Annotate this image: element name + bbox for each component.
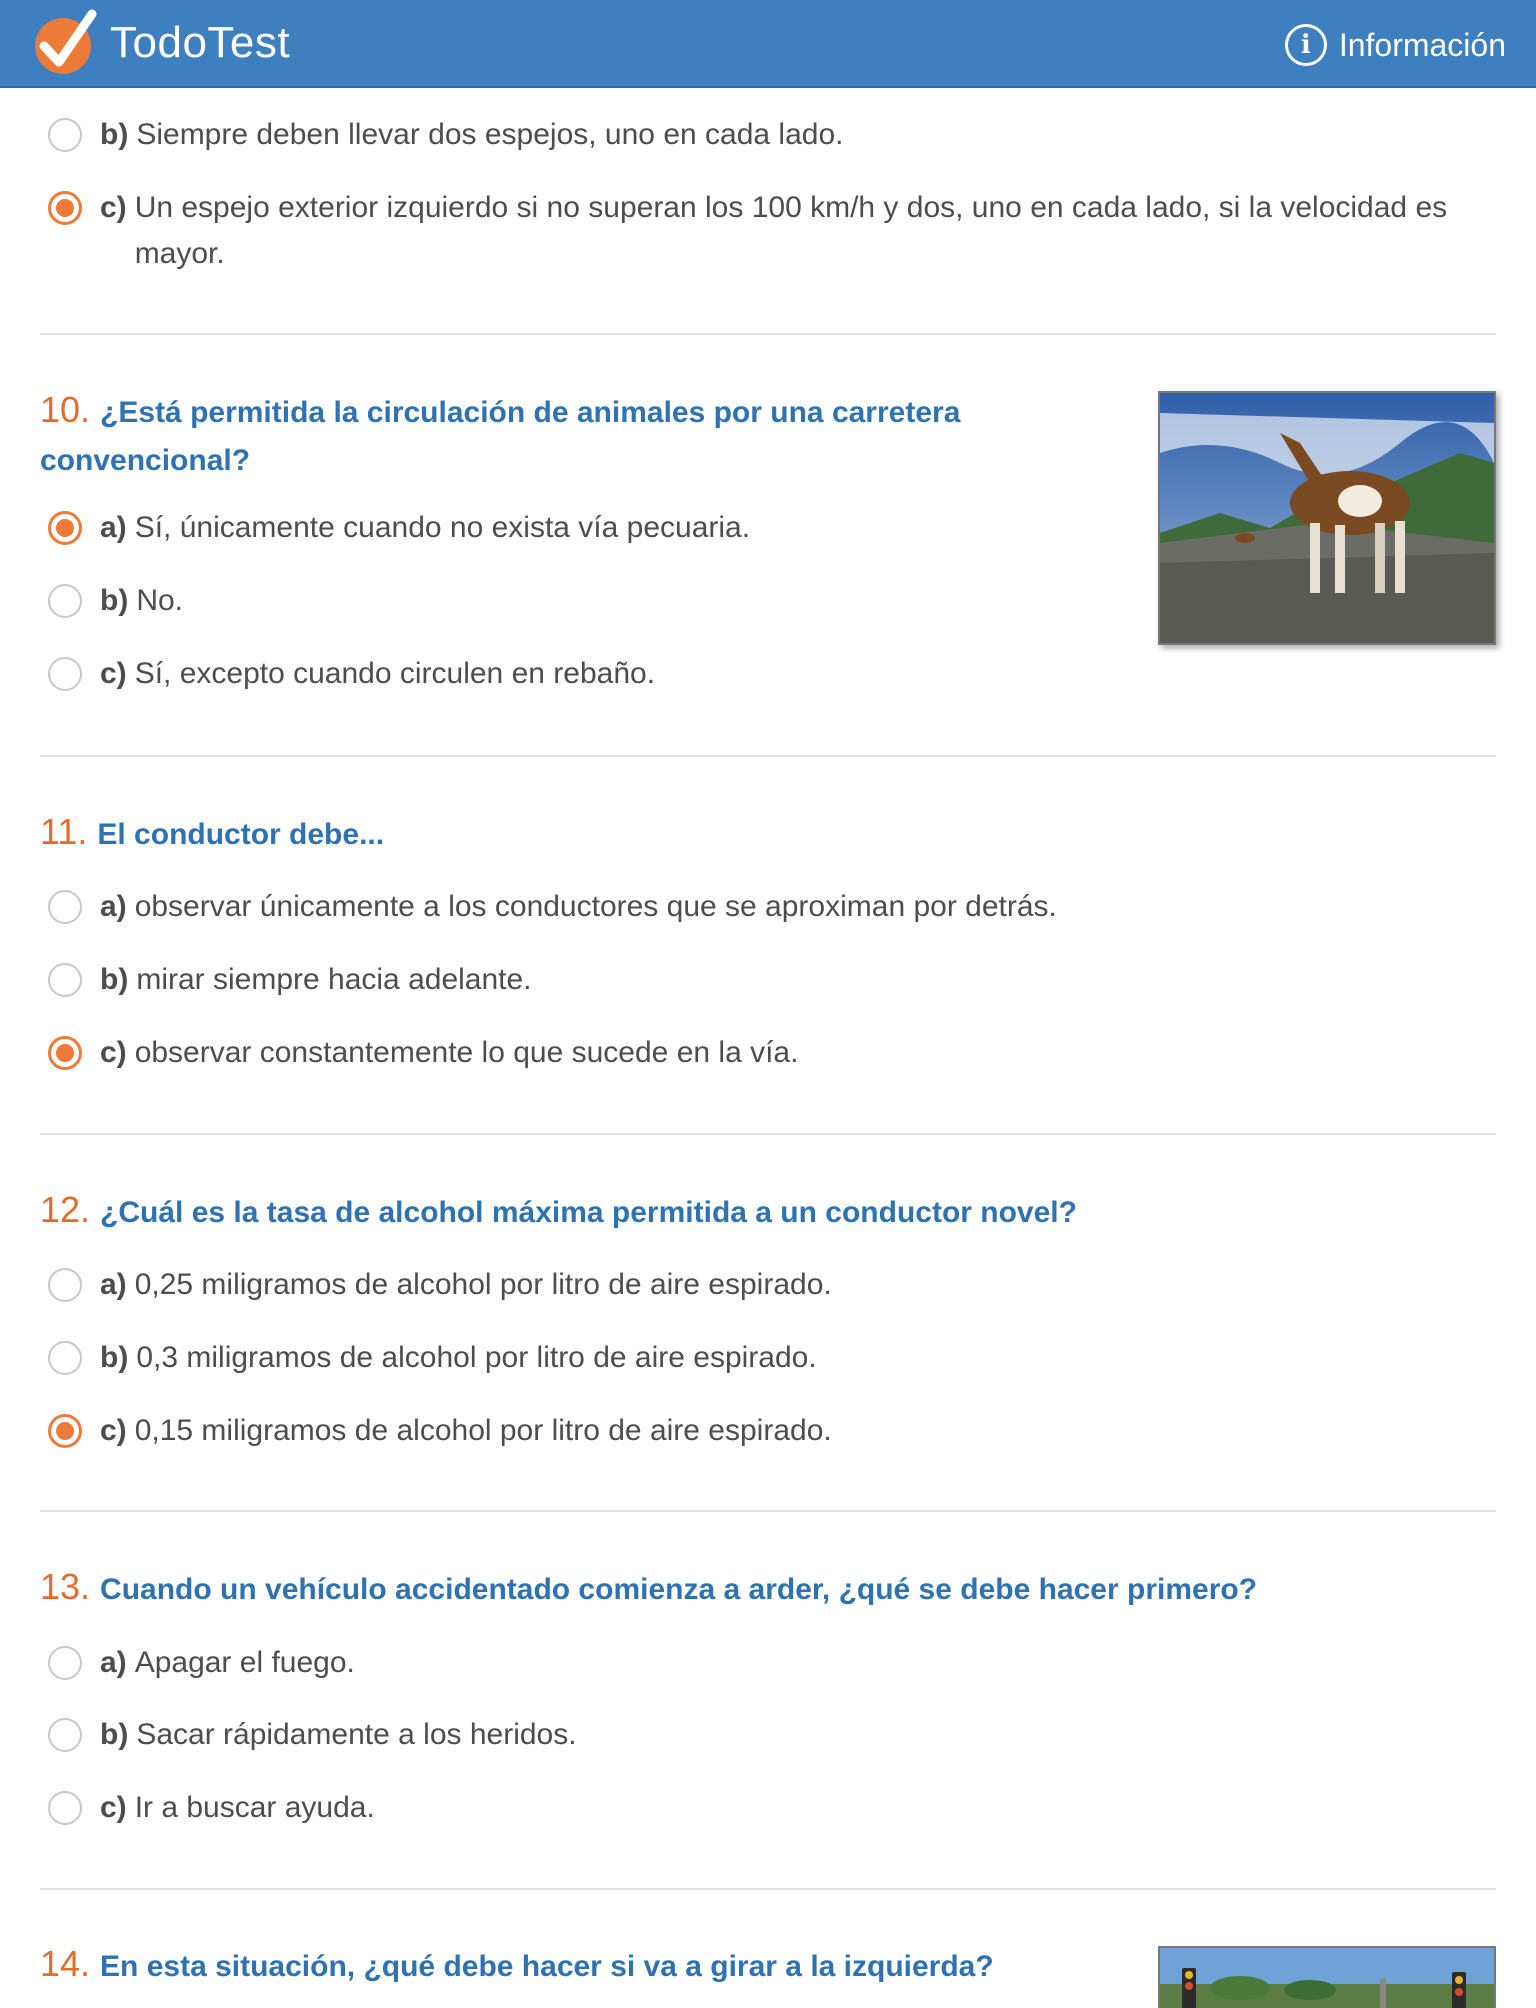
radio-button[interactable] <box>48 657 82 691</box>
question-text: En esta situación, ¿qué debe hacer si va a girar a la izquierda? <box>100 1950 994 1983</box>
option-text: Ir a buscar ayuda. <box>134 1791 375 1824</box>
option-letter: b) <box>100 1341 129 1374</box>
option-text: mirar siempre hacia adelante. <box>136 963 532 996</box>
horse-on-road-image <box>1158 391 1496 645</box>
option-text: 0,3 miligramos de alcohol por litro de aire espirado. <box>136 1341 817 1374</box>
radio-button[interactable] <box>48 963 82 997</box>
option-text: Siempre deben llevar dos espejos, uno en cada lado. <box>136 118 844 151</box>
question-number: 10. <box>40 389 91 430</box>
q13-option-c[interactable] <box>48 1785 1488 1831</box>
checkmark-logo-icon <box>30 6 102 78</box>
q10-option-b[interactable] <box>48 578 1108 624</box>
radio-button[interactable] <box>48 1718 82 1752</box>
question-10 <box>40 386 1080 485</box>
q10-option-c[interactable] <box>48 651 1108 697</box>
q11-option-c[interactable] <box>48 1030 1488 1076</box>
option-text: 0,25 miligramos de alcohol por litro de aire espirado. <box>134 1268 832 1301</box>
option-text: Un espejo exterior izquierdo si no superan los 100 km/h y dos, uno en cada lado, si la velocidad es mayor. <box>134 191 1448 270</box>
option-letter: b) <box>100 963 129 996</box>
radio-button-selected[interactable] <box>48 1036 82 1070</box>
info-button[interactable] <box>1285 22 1506 68</box>
info-label: Información <box>1338 26 1506 63</box>
question-text: Cuando un vehículo accidentado comienza a arder, ¿qué se debe hacer primero? <box>100 1573 1258 1606</box>
question-14 <box>40 1940 1140 1991</box>
question-11 <box>40 808 1480 859</box>
divider <box>40 1888 1496 1890</box>
option-text: Apagar el fuego. <box>134 1646 355 1679</box>
q13-option-a[interactable] <box>48 1640 1488 1686</box>
question-12 <box>40 1186 1480 1237</box>
radio-button-selected[interactable] <box>48 511 82 545</box>
option-letter: b) <box>100 118 129 151</box>
option-letter: b) <box>100 1718 129 1751</box>
q12-option-a[interactable] <box>48 1262 1488 1308</box>
option-letter: a) <box>100 511 127 544</box>
question-text: ¿Está permitida la circulación de animales por una carretera convencional? <box>40 396 961 477</box>
q9-option-b[interactable] <box>48 112 1488 158</box>
question-text: El conductor debe... <box>97 818 385 851</box>
question-13 <box>40 1563 1480 1614</box>
top-bar <box>0 0 1536 88</box>
q11-option-b[interactable] <box>48 957 1488 1003</box>
radio-button-selected[interactable] <box>48 1414 82 1448</box>
question-text: ¿Cuál es la tasa de alcohol máxima permitida a un conductor novel? <box>100 1196 1077 1229</box>
option-letter: c) <box>100 657 127 690</box>
radio-button[interactable] <box>48 118 82 152</box>
divider <box>40 755 1496 757</box>
divider <box>40 1133 1496 1135</box>
option-letter: a) <box>100 1268 127 1301</box>
question-number: 13. <box>40 1566 91 1607</box>
intersection-photo-illustration <box>1160 1948 1494 2008</box>
option-letter: c) <box>100 1036 127 1069</box>
divider <box>40 1510 1496 1512</box>
option-letter: b) <box>100 584 129 617</box>
radio-button[interactable] <box>48 584 82 618</box>
q12-option-c[interactable] <box>48 1408 1488 1454</box>
radio-button[interactable] <box>48 890 82 924</box>
app-title: TodoTest <box>110 18 291 67</box>
option-text: Sacar rápidamente a los heridos. <box>136 1718 577 1751</box>
option-letter: c) <box>100 191 127 224</box>
option-text: observar constantemente lo que sucede en la vía. <box>134 1036 799 1069</box>
option-text: 0,15 miligramos de alcohol por litro de aire espirado. <box>134 1414 832 1447</box>
divider <box>40 333 1496 335</box>
radio-button[interactable] <box>48 1268 82 1302</box>
q12-option-b[interactable] <box>48 1335 1488 1381</box>
question-number: 11. <box>40 811 88 852</box>
radio-button[interactable] <box>48 1791 82 1825</box>
option-letter: c) <box>100 1414 127 1447</box>
q9-option-c[interactable] <box>48 185 1488 277</box>
q13-option-b[interactable] <box>48 1712 1488 1758</box>
radio-button-selected[interactable] <box>48 191 82 225</box>
radio-button[interactable] <box>48 1646 82 1680</box>
radio-button[interactable] <box>48 1341 82 1375</box>
option-text: No. <box>136 584 184 617</box>
option-letter: a) <box>100 890 127 923</box>
intersection-image <box>1158 1946 1496 2008</box>
info-icon: i <box>1285 24 1327 66</box>
horse-photo-illustration <box>1160 393 1494 643</box>
option-letter: c) <box>100 1791 127 1824</box>
option-text: Sí, únicamente cuando no exista vía pecuaria. <box>134 511 751 544</box>
option-letter: a) <box>100 1646 127 1679</box>
option-text: Sí, excepto cuando circulen en rebaño. <box>134 657 656 690</box>
q10-option-a[interactable] <box>48 505 1108 551</box>
option-text: observar únicamente a los conductores que se aproximan por detrás. <box>134 890 1057 923</box>
question-number: 12. <box>40 1189 91 1230</box>
q11-option-a[interactable] <box>48 884 1488 930</box>
question-number: 14. <box>40 1943 91 1984</box>
